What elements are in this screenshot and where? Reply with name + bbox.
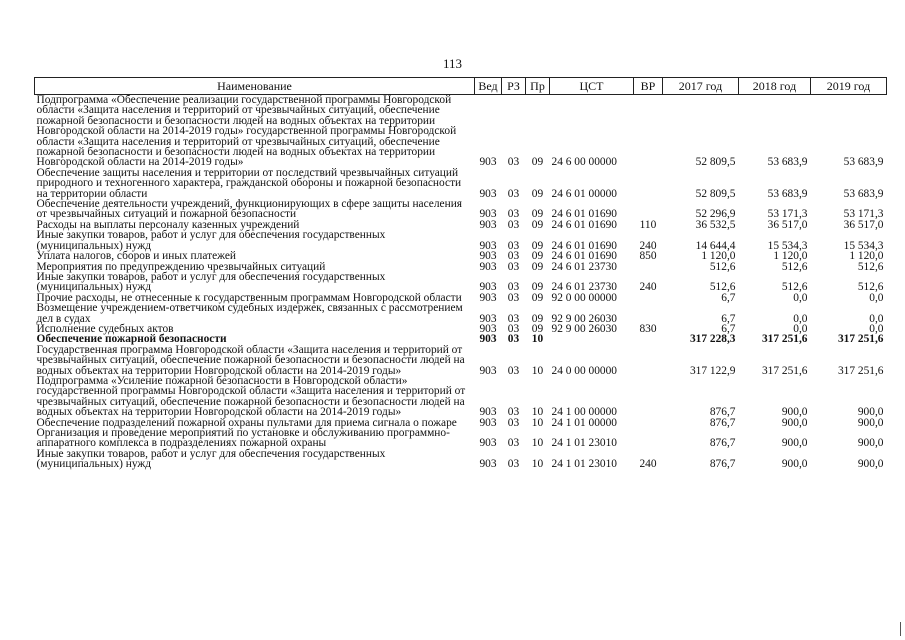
cell-pr: 09 — [531, 208, 544, 221]
cell-2018: 900,0 — [781, 437, 808, 450]
cell-cst: 24 6 01 23730 — [551, 281, 617, 294]
cell-2018: 1 120,0 — [773, 250, 808, 263]
cell-2019: 15 534,3 — [843, 239, 884, 252]
cell-2019: 53 171,3 — [843, 208, 884, 221]
table-row — [35, 251, 887, 261]
cell-vr — [634, 376, 663, 418]
table-row — [35, 199, 887, 220]
table-row — [35, 449, 887, 470]
cell-2019: 317 251,6 — [837, 364, 884, 377]
header-2018: 2018 год — [739, 78, 811, 95]
table-row — [35, 272, 887, 293]
cell-2019: 900,0 — [857, 416, 884, 429]
cell-cst: 24 1 00 00000 — [551, 406, 617, 419]
header-vr: ВР — [634, 78, 663, 95]
cell-2017: 6,7 — [721, 322, 736, 335]
cell-pr: 10 — [531, 437, 544, 450]
cell-pr: 09 — [531, 322, 544, 335]
cell-vr: 240 — [639, 239, 657, 252]
header-name: Наименование — [35, 78, 475, 95]
cell-cst: 24 6 01 00000 — [551, 187, 617, 200]
cell-rz: 03 — [507, 187, 520, 200]
cell-pr: 09 — [531, 250, 544, 263]
cell-cst: 24 6 01 01690 — [551, 208, 617, 221]
cell-ved: 903 — [479, 322, 497, 335]
cell-ved: 903 — [479, 239, 497, 252]
cell-cst: 92 9 00 26030 — [551, 312, 617, 325]
cell-name: Прочие расходы, не отнесенные к государственным программам Новгородской области — [36, 291, 462, 304]
table-row — [35, 168, 887, 199]
cell-name: Обеспечение защиты населения и территории от последствий чрезвычайных ситуаций природного и техногенного характера, гражданской обороны и пожарной безопасности на территории области — [36, 166, 462, 200]
cell-cst: 24 1 01 23010 — [551, 437, 617, 450]
cell-ved: 903 — [479, 437, 497, 450]
cell-2018: 317 251,6 — [761, 364, 808, 377]
cell-cst: 24 1 01 23010 — [551, 458, 617, 471]
cell-2017: 317 122,9 — [689, 364, 736, 377]
cell-pr: 10 — [531, 406, 544, 419]
cell-2019: 1 120,0 — [849, 250, 884, 263]
cell-rz: 03 — [507, 250, 520, 263]
cell-2017: 6,7 — [721, 312, 736, 325]
header-pr: Пр — [526, 78, 550, 95]
cell-vr — [634, 418, 663, 428]
cell-2018: 900,0 — [781, 458, 808, 471]
table-row — [35, 230, 887, 251]
cell-cst: 24 1 01 00000 — [551, 416, 617, 429]
cell-rz: 03 — [507, 322, 520, 335]
cell-2017: 52 809,5 — [695, 187, 736, 200]
cell-ved: 903 — [479, 333, 497, 346]
cell-pr: 09 — [531, 218, 544, 231]
cell-cst: 24 6 01 01690 — [551, 250, 617, 263]
cell-2018: 900,0 — [781, 416, 808, 429]
scan-edge-mark — [894, 622, 901, 636]
cell-vr: 110 — [639, 218, 657, 231]
cell-cst: 24 6 01 23730 — [551, 260, 617, 273]
cell-2018: 0,0 — [793, 312, 808, 325]
cell-pr: 09 — [531, 239, 544, 252]
cell-2018: 512,6 — [781, 260, 808, 273]
cell-ved: 903 — [479, 218, 497, 231]
cell-vr — [634, 334, 663, 344]
cell-rz: 03 — [507, 239, 520, 252]
cell-2018: 0,0 — [793, 322, 808, 335]
table-body — [35, 95, 887, 470]
cell-2018: 900,0 — [781, 406, 808, 419]
cell-vr — [634, 293, 663, 303]
cell-name: Исполнение судебных актов — [36, 322, 174, 335]
cell-ved: 903 — [479, 281, 497, 294]
cell-name: Иные закупки товаров, работ и услуг для обеспечения государственных (муниципальных) нужд — [36, 270, 386, 294]
cell-2017: 52 296,9 — [695, 208, 736, 221]
cell-2019: 512,6 — [857, 260, 884, 273]
header-ved: Вед — [475, 78, 502, 95]
cell-ved: 903 — [479, 291, 497, 304]
cell-rz: 03 — [507, 364, 520, 377]
cell-cst: 24 0 00 00000 — [551, 364, 617, 377]
cell-2017: 876,7 — [709, 458, 736, 471]
cell-rz: 03 — [507, 312, 520, 325]
cell-2019: 900,0 — [857, 458, 884, 471]
cell-cst: 24 6 01 01690 — [551, 239, 617, 252]
table-row — [35, 376, 887, 418]
table-row — [35, 303, 887, 324]
cell-2018: 53 683,9 — [767, 187, 808, 200]
cell-2017: 512,6 — [709, 281, 736, 294]
table-row — [35, 428, 887, 449]
cell-ved: 903 — [479, 364, 497, 377]
cell-ved: 903 — [479, 250, 497, 263]
cell-cst: 92 0 00 00000 — [551, 291, 617, 304]
cell-rz: 03 — [507, 156, 520, 169]
cell-ved: 903 — [479, 208, 497, 221]
cell-name: Организация и проведение мероприятий по установке и обслуживанию программно-аппаратного комплекса в подразделениях пожарной охраны — [36, 427, 450, 450]
cell-2018: 53 683,9 — [767, 156, 808, 169]
cell-2019: 900,0 — [857, 437, 884, 450]
cell-vr — [634, 95, 663, 168]
cell-vr — [634, 345, 663, 376]
cell-pr: 09 — [531, 312, 544, 325]
cell-2017: 876,7 — [709, 437, 736, 450]
cell-rz: 03 — [507, 208, 520, 221]
cell-vr — [634, 428, 663, 449]
cell-rz: 03 — [507, 416, 520, 429]
cell-rz: 03 — [507, 437, 520, 450]
cell-name: Подпрограмма «Усиление пожарной безопасности в Новгородской области» государственной программы Новгородской области «Защита населения и территорий от чрезвычайных ситуаций, обеспечение пожарной безопасности и безопасности людей на водных объектах на территории Новгородской области на 2014-2019 годы» — [36, 374, 466, 419]
cell-rz: 03 — [507, 458, 520, 471]
cell-pr: 09 — [531, 260, 544, 273]
page-number: 113 — [442, 56, 463, 71]
cell-pr: 09 — [531, 291, 544, 304]
cell-rz: 03 — [507, 218, 520, 231]
table-row — [35, 345, 887, 376]
cell-name: Уплата налогов, сборов и иных платежей — [36, 250, 236, 263]
cell-pr: 10 — [531, 416, 544, 429]
cell-ved: 903 — [479, 416, 497, 429]
cell-ved: 903 — [479, 187, 497, 200]
cell-2017: 317 228,3 — [689, 333, 736, 346]
cell-2018: 15 534,3 — [767, 239, 808, 252]
cell-cst — [550, 334, 634, 344]
cell-2018: 36 517,0 — [767, 218, 808, 231]
cell-name: Обеспечение пожарной безопасности — [36, 333, 227, 346]
cell-2019: 900,0 — [857, 406, 884, 419]
cell-2019: 512,6 — [857, 281, 884, 294]
cell-2018: 53 171,3 — [767, 208, 808, 221]
header-2019: 2019 год — [811, 78, 887, 95]
cell-name: Расходы на выплаты персоналу казенных учреждений — [36, 218, 300, 231]
cell-vr: 240 — [639, 458, 657, 471]
cell-2017: 512,6 — [709, 260, 736, 273]
cell-ved: 903 — [479, 156, 497, 169]
cell-vr — [634, 303, 663, 324]
cell-ved: 903 — [479, 312, 497, 325]
cell-name: Мероприятия по предупреждению чрезвычайных ситуаций — [36, 260, 326, 273]
cell-name: Подпрограмма «Обеспечение реализации государственной программы Новгородской области «Защита населения и территорий от чрезвычайных ситуаций, обеспечение пожарной безопасности и безопасности людей на водных объектах на территории Новгородской области на 2014-2019 годы» государственной программы Новгородской области «Защита населения и территорий от чрезвычайных ситуаций, обеспечение пожарной безопасности и безопасности людей на водных объектах на территории Новгородской области на 2014-2019 годы» — [36, 94, 457, 169]
cell-cst: 92 9 00 26030 — [551, 322, 617, 335]
header-rz: РЗ — [502, 78, 526, 95]
cell-ved: 903 — [479, 260, 497, 273]
cell-2017: 6,7 — [721, 291, 736, 304]
cell-2017: 1 120,0 — [701, 250, 736, 263]
cell-2019: 53 683,9 — [843, 187, 884, 200]
cell-2019: 36 517,0 — [843, 218, 884, 231]
cell-cst: 24 6 01 01690 — [551, 218, 617, 231]
cell-cst: 24 6 00 00000 — [551, 156, 617, 169]
cell-name: Обеспечение деятельности учреждений, функционирующих в сфере защиты населения от чрезвычайных ситуаций и пожарной безопасности — [36, 198, 463, 221]
cell-2019: 317 251,6 — [837, 333, 884, 346]
cell-2017: 876,7 — [709, 416, 736, 429]
cell-pr: 09 — [531, 187, 544, 200]
cell-2019: 0,0 — [869, 312, 884, 325]
cell-pr: 09 — [531, 156, 544, 169]
cell-2019: 53 683,9 — [843, 156, 884, 169]
cell-2017: 52 809,5 — [695, 156, 736, 169]
budget-table — [34, 77, 887, 470]
cell-rz: 03 — [507, 406, 520, 419]
cell-2018: 512,6 — [781, 281, 808, 294]
cell-name: Возмещение учреждением-ответчиком судебных издержек, связанных с рассмотрением дел в судах — [36, 302, 463, 325]
cell-rz: 03 — [507, 281, 520, 294]
cell-name: Иные закупки товаров, работ и услуг для обеспечения государственных (муниципальных) нужд — [36, 229, 386, 252]
header-cst: ЦСТ — [550, 78, 634, 95]
cell-pr: 09 — [531, 281, 544, 294]
cell-pr: 10 — [531, 333, 544, 346]
cell-2017: 14 644,4 — [695, 239, 736, 252]
cell-name: Государственная программа Новгородской области «Защита населения и территорий от чрезвычайных ситуаций, обеспечение пожарной безопасности и безопасности людей на водных объектах на территории Новгородской области на 2014-2019 годы» — [36, 343, 465, 377]
cell-2017: 876,7 — [709, 406, 736, 419]
cell-pr: 10 — [531, 364, 544, 377]
cell-rz: 03 — [507, 333, 520, 346]
cell-name: Иные закупки товаров, работ и услуг для обеспечения государственных (муниципальных) нужд — [36, 447, 386, 471]
table-row — [35, 95, 887, 168]
cell-vr — [634, 168, 663, 199]
cell-2019: 0,0 — [869, 322, 884, 335]
cell-2017: 36 532,5 — [695, 218, 736, 231]
cell-ved: 903 — [479, 406, 497, 419]
cell-rz: 03 — [507, 291, 520, 304]
cell-rz: 03 — [507, 260, 520, 273]
cell-vr: 830 — [639, 322, 657, 335]
cell-vr: 240 — [639, 281, 657, 294]
cell-2018: 0,0 — [793, 291, 808, 304]
cell-name: Обеспечение подразделений пожарной охраны пультами для приема сигнала о пожаре — [36, 416, 457, 429]
table-header-row — [35, 78, 887, 95]
cell-vr — [634, 262, 663, 272]
cell-ved: 903 — [479, 458, 497, 471]
cell-2018: 317 251,6 — [761, 333, 808, 346]
cell-vr: 850 — [639, 250, 657, 263]
cell-pr: 10 — [531, 458, 544, 471]
cell-2019: 0,0 — [869, 291, 884, 304]
cell-vr — [634, 199, 663, 220]
header-2017: 2017 год — [663, 78, 739, 95]
